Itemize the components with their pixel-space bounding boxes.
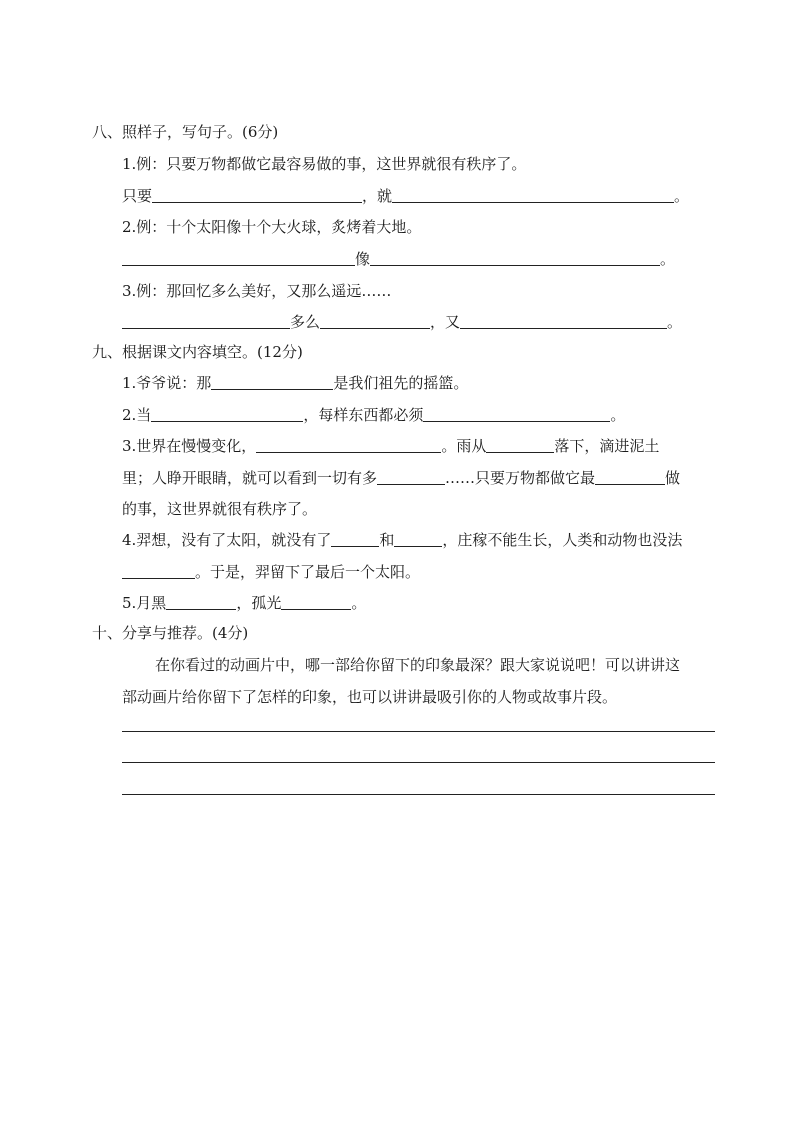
q8-1-answer-line: [122, 185, 689, 207]
section-8-heading: 八、照样子，写句子。(6分): [92, 123, 279, 141]
q9-3-d: 里；人睁开眼睛，就可以看到一切有多: [122, 469, 378, 487]
q9-2-line: [122, 404, 625, 426]
q9-3-e: ……只要万物都做它最: [445, 469, 596, 487]
writing-line-3[interactable]: [122, 794, 715, 795]
q9-5-blank-b[interactable]: [281, 593, 351, 610]
q9-4-blank-b[interactable]: [394, 530, 442, 547]
q9-5-a: 5.月黑: [122, 594, 167, 612]
q8-2-answer-line: [122, 248, 675, 270]
q8-2-example: 2.例：十个太阳像十个大火球，炙烤着大地。: [122, 218, 422, 236]
q8-3-blank-c[interactable]: [460, 312, 667, 329]
q9-3-blank-c[interactable]: [377, 468, 445, 485]
q8-3-mid1: 多么: [290, 313, 321, 331]
q8-1-end: 。: [674, 187, 690, 205]
q8-3-end: 。: [667, 313, 683, 331]
q9-1-line: [122, 372, 468, 394]
q9-3-blank-b[interactable]: [486, 436, 554, 453]
q8-3-blank-a[interactable]: [122, 312, 290, 329]
s10-prompt-line-1: 在你看过的动画片中，哪一部给你留下的印象最深？跟大家说说吧！可以讲讲这: [155, 656, 681, 674]
q8-1-prefix: 只要: [122, 187, 153, 205]
s10-prompt-line-2: 部动画片给你留下了怎样的印象，也可以讲讲最吸引你的人物或故事片段。: [122, 688, 618, 706]
q9-2-end: 。: [610, 406, 626, 424]
q9-2-mid: ，每样东西都必须: [303, 406, 424, 424]
q9-4-line-1: [122, 529, 682, 551]
q9-3-b: 。雨从: [441, 437, 487, 455]
q9-4-blank-a[interactable]: [331, 530, 379, 547]
q8-1-mid: ，就: [362, 187, 393, 205]
q8-1-blank-b[interactable]: [392, 186, 674, 203]
q8-3-mid2: ，又: [430, 313, 461, 331]
section-9-heading: 九、根据课文内容填空。(12分): [92, 343, 303, 361]
q9-4-a: 4.羿想，没有了太阳，就没有了: [122, 531, 332, 549]
q9-3-f: 做: [665, 469, 681, 487]
q9-5-line: [122, 592, 366, 614]
q8-1-blank-a[interactable]: [152, 186, 362, 203]
q9-3-blank-d[interactable]: [595, 468, 665, 485]
q8-2-blank-a[interactable]: [122, 249, 355, 266]
q9-4-d: 。于是，羿留下了最后一个太阳。: [195, 563, 421, 581]
q9-3-line-1: [122, 435, 659, 457]
q8-3-answer-line: [122, 311, 682, 333]
q9-5-blank-a[interactable]: [166, 593, 236, 610]
q8-2-end: 。: [660, 250, 676, 268]
q9-3-line-3: 的事，这世界就很有秩序了。: [122, 500, 318, 518]
q9-1-prefix: 1.爷爷说：那: [122, 374, 212, 392]
q9-3-line-2: [122, 467, 680, 489]
q9-3-a: 3.世界在慢慢变化，: [122, 437, 257, 455]
q9-2-prefix: 2.当: [122, 406, 152, 424]
q9-3-c: 落下，滴进泥土: [554, 437, 660, 455]
q9-3-blank-a[interactable]: [256, 436, 441, 453]
q8-3-blank-b[interactable]: [320, 312, 430, 329]
q9-1-suffix: 是我们祖先的摇篮。: [333, 374, 469, 392]
q9-5-c: 。: [351, 594, 367, 612]
q9-1-blank[interactable]: [211, 373, 333, 390]
writing-line-2[interactable]: [122, 762, 715, 763]
q9-5-b: ，孤光: [236, 594, 282, 612]
q9-4-c: ，庄稼不能生长，人类和动物也没法: [442, 531, 683, 549]
q9-4-line-2: [122, 561, 420, 583]
q8-3-example: 3.例：那回忆多么美好，又那么遥远……: [122, 282, 392, 300]
writing-line-1[interactable]: [122, 731, 715, 732]
q8-2-blank-b[interactable]: [370, 249, 660, 266]
q9-4-blank-c[interactable]: [122, 562, 195, 579]
q8-2-mid: 像: [355, 250, 371, 268]
q8-1-example: 1.例：只要万物都做它最容易做的事，这世界就很有秩序了。: [122, 155, 527, 173]
q9-4-b: 和: [379, 531, 395, 549]
q9-2-blank-b[interactable]: [423, 405, 610, 422]
section-10-heading: 十、分享与推荐。(4分): [92, 624, 249, 642]
q9-2-blank-a[interactable]: [151, 405, 303, 422]
